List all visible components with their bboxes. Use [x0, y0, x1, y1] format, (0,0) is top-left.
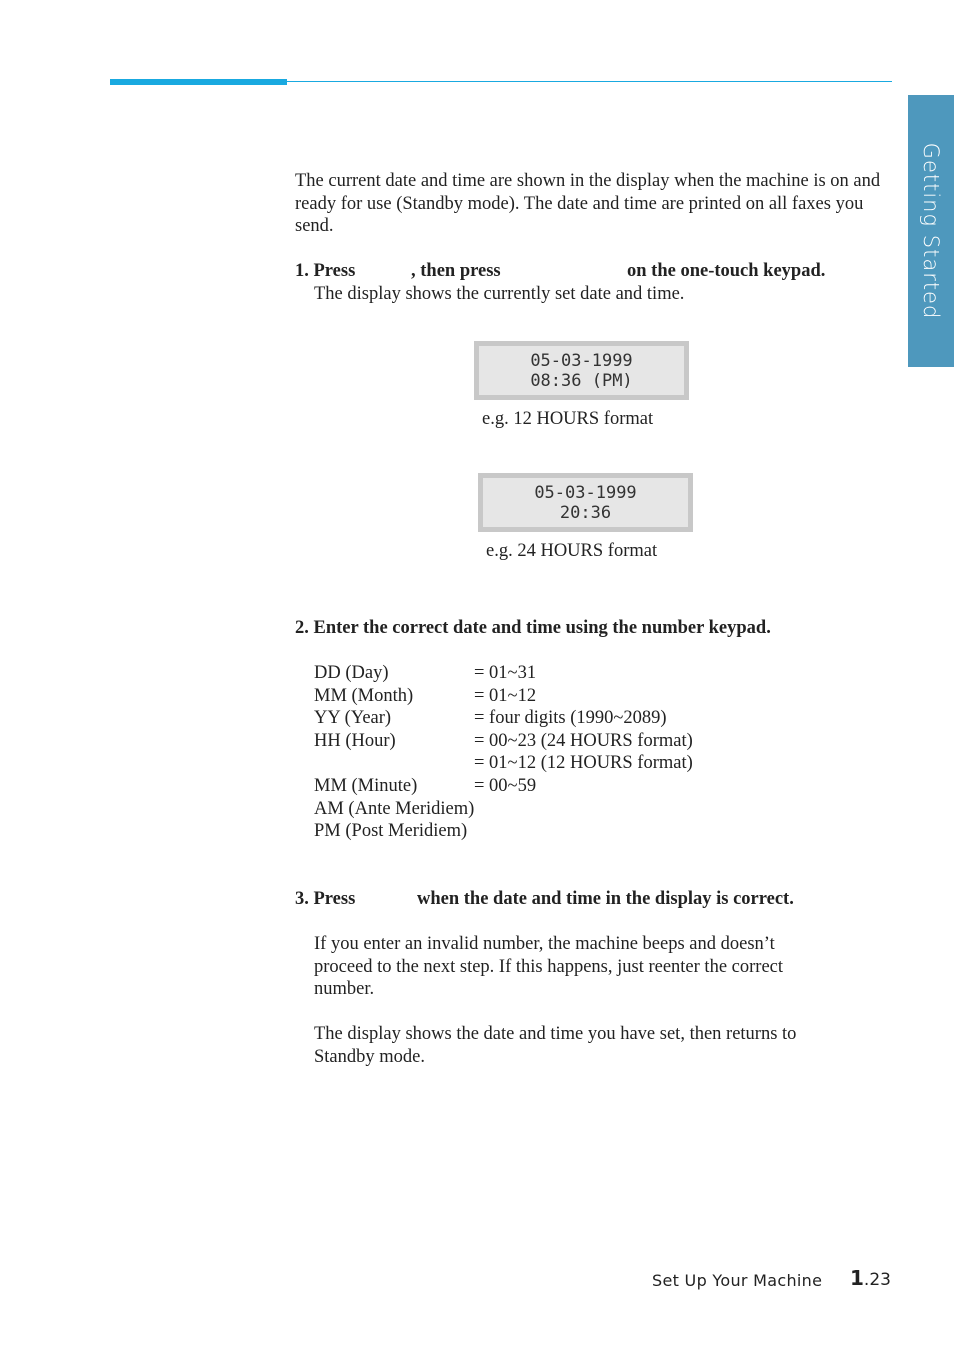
field-range: = 01~12 — [474, 686, 537, 706]
lcd-display-24h — [478, 473, 693, 532]
step3-note-line: If you enter an invalid number, the machine beeps and doesn’t — [314, 934, 775, 954]
page-chapter: 1 — [850, 1266, 864, 1290]
field-label: AM (Ante Meridiem) — [314, 799, 475, 819]
lcd-24h-caption: e.g. 24 HOURS format — [486, 541, 658, 561]
field-range: = 00~23 (24 HOURS format) — [474, 731, 693, 751]
field-range: = 00~59 — [474, 776, 537, 796]
side-tab-label: Getting Started — [919, 142, 943, 320]
intro-paragraph: The current date and time are shown in the display when the machine is on and ready for use (Standby mode). The date and time are printed on all faxes you send. — [295, 171, 881, 236]
lcd-24h-time: 20:36 — [559, 503, 612, 523]
step3-note-line: number. — [314, 979, 375, 999]
field-label: HH (Hour) — [314, 731, 396, 751]
field-label: DD (Day) — [314, 663, 389, 683]
lcd-display-12h — [474, 341, 689, 400]
step1-keypad: on the one-touch keypad. — [627, 261, 826, 281]
header-rule-accent — [110, 79, 287, 85]
field-range: = 01~31 — [474, 663, 537, 683]
footer-section-title: Set Up Your Machine — [652, 1271, 823, 1290]
field-label: MM (Minute) — [314, 776, 418, 796]
field-label: YY (Year) — [314, 708, 392, 728]
lcd-12h-date: 05-03-1999 — [530, 351, 633, 371]
header-rule — [287, 81, 892, 82]
step2-heading: 2. Enter the correct date and time using the number keypad. — [295, 618, 771, 638]
step1-description: The display shows the currently set date and time. — [314, 284, 685, 304]
step3-press: 3. Press — [295, 889, 356, 909]
step3-result-line: The display shows the date and time you have set, then returns to — [314, 1024, 797, 1044]
field-label: MM (Month) — [314, 686, 414, 706]
step1-press: 1. Press — [295, 261, 356, 281]
field-label: PM (Post Meridiem) — [314, 821, 468, 841]
step3-instruction: when the date and time in the display is correct. — [417, 889, 794, 909]
lcd-12h-time: 08:36 (PM) — [530, 371, 633, 391]
side-tab — [908, 95, 954, 367]
page-number — [850, 1266, 891, 1290]
lcd-12h-caption: e.g. 12 HOURS format — [482, 409, 654, 429]
lcd-24h-date: 05-03-1999 — [534, 483, 637, 503]
page-index: .23 — [863, 1270, 891, 1290]
step3-result-line: Standby mode. — [314, 1047, 425, 1067]
step1-then-press: , then press — [411, 261, 501, 281]
field-range: = four digits (1990~2089) — [474, 708, 667, 728]
step3-note-line: proceed to the next step. If this happens, just reenter the correct — [314, 957, 784, 977]
field-range: = 01~12 (12 HOURS format) — [474, 753, 693, 773]
